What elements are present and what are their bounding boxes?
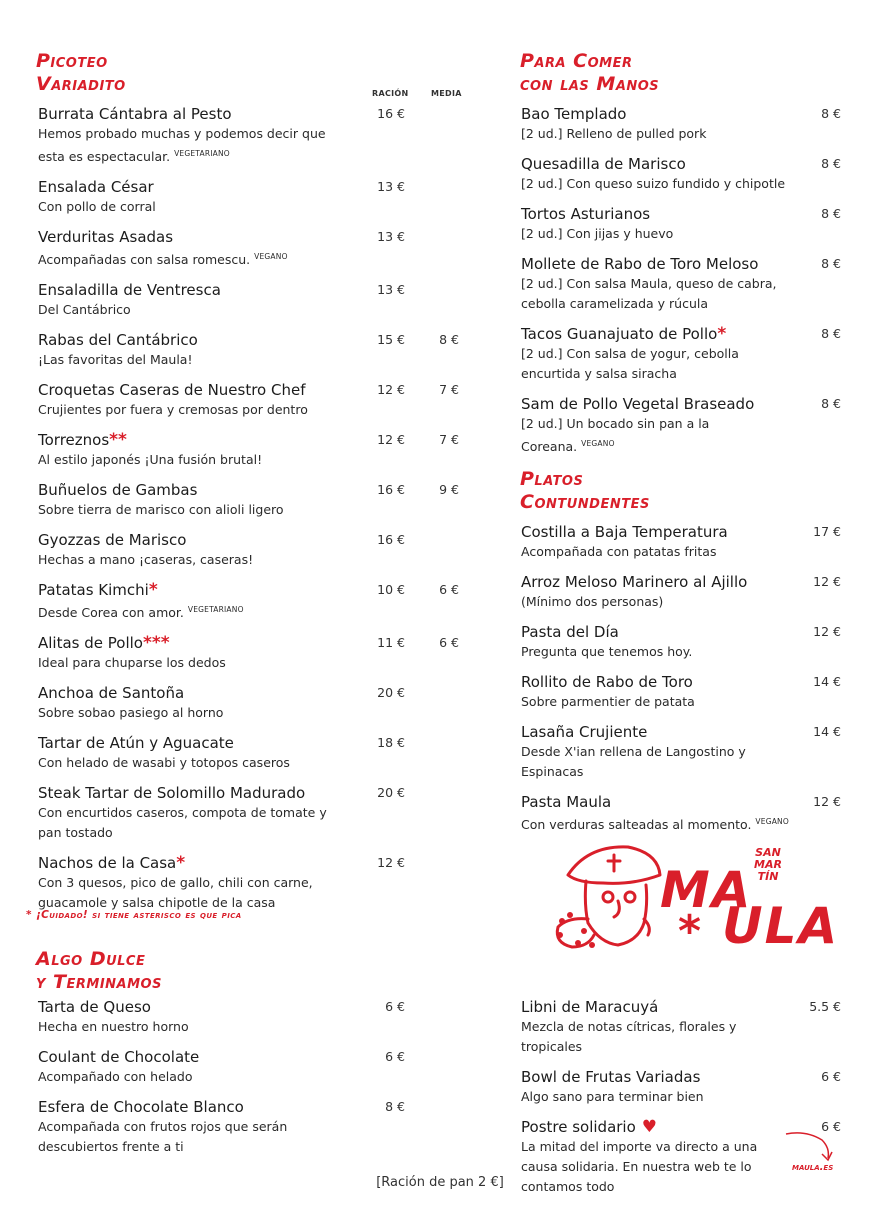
- menu-item: [521, 672, 841, 712]
- item-description-text: Acompañada con patatas fritas: [521, 544, 717, 559]
- diet-tag: VEGETARIANO: [174, 149, 230, 158]
- item-description-text: [2 ud.] Un bocado sin pan a la Coreana.: [521, 416, 710, 455]
- item-description-text: [2 ud.] Con jijas y huevo: [521, 226, 674, 241]
- title-line: Platos: [520, 468, 584, 490]
- item-description-text: [2 ud.] Con queso suizo fundido y chipotle: [521, 176, 786, 191]
- arrow-icon: [782, 1126, 842, 1166]
- menu-item: [521, 104, 841, 144]
- item-description: [521, 692, 811, 712]
- spicy-warning: * ¡Cuidado! si tiene asterisco es que pica: [26, 909, 242, 921]
- logo-tin: TÍN: [757, 870, 779, 883]
- item-description-text: Con pollo de corral: [38, 199, 156, 215]
- price-racion: 12 €: [377, 382, 405, 398]
- title-line: Para Comer: [520, 50, 633, 72]
- item-name: [38, 997, 408, 1017]
- title-line: Contundentes: [520, 491, 650, 513]
- menu-item: [38, 430, 468, 470]
- title-line: con las Manos: [520, 73, 660, 95]
- item-name-text: Steak Tartar de Solomillo Madurado: [38, 784, 306, 803]
- item-name-text: Coulant de Chocolate: [38, 1048, 200, 1066]
- item-name-text: Alitas de Pollo: [38, 634, 143, 653]
- diet-tag: VEGANO: [755, 817, 789, 826]
- item-description: [38, 197, 338, 217]
- item-description: [38, 1067, 308, 1087]
- menu-item: [38, 633, 468, 673]
- menu-item: [521, 572, 841, 612]
- col-header-media: MEDIA: [431, 89, 462, 98]
- logo-ma: MA: [660, 861, 753, 919]
- item-name-text: Sam de Pollo Vegetal Braseado: [521, 395, 755, 413]
- item-description-text: Con verduras salteadas al momento.: [521, 817, 752, 833]
- item-description: [521, 592, 811, 612]
- price-media: 8 €: [439, 332, 459, 348]
- item-description-text: Al estilo japonés ¡Una fusión brutal!: [38, 452, 263, 468]
- item-name-text: Quesadilla de Marisco: [521, 155, 686, 173]
- item-name-text: Lasaña Crujiente: [521, 723, 648, 741]
- item-name-text: Bowl de Frutas Variadas: [521, 1068, 701, 1086]
- item-price: 6 €: [385, 1049, 405, 1064]
- section-title-dulce: [36, 948, 162, 994]
- item-name-text: Pasta Maula: [521, 793, 612, 811]
- diet-tag: VEGANO: [581, 439, 615, 448]
- spicy-stars: *: [176, 853, 186, 874]
- item-description-text: Acompañada con frutos rojos que serán descubiertos frente a ti: [38, 1119, 288, 1154]
- spicy-stars: *: [717, 324, 727, 344]
- title-line: Algo Dulce: [36, 948, 146, 970]
- col-header-racion: RACIÓN: [372, 89, 409, 98]
- item-description-text: ¡Las favoritas del Maula!: [38, 352, 193, 368]
- menu-item: [521, 522, 841, 562]
- item-description-text: Acompañado con helado: [38, 1069, 193, 1084]
- item-name-text: Torreznos: [38, 431, 110, 450]
- item-description-text: Acompañadas con salsa romescu.: [38, 252, 251, 268]
- price-media: 7 €: [439, 382, 459, 398]
- section-title-manos: [520, 50, 659, 96]
- logo-ula: ULA: [722, 897, 840, 955]
- item-description-text: Con helado de wasabi y totopos caseros: [38, 755, 290, 771]
- menu-item: [38, 1047, 408, 1087]
- item-description: [38, 500, 338, 520]
- item-name-text: Anchoa de Santoña: [38, 684, 185, 703]
- item-name-text: Rollito de Rabo de Toro: [521, 673, 693, 691]
- item-description: [38, 400, 338, 420]
- item-price: 6 €: [385, 999, 405, 1014]
- item-description-text: Con encurtidos caseros, compota de tomate y pan tostado: [38, 805, 327, 841]
- title-line: y Terminamos: [36, 971, 162, 993]
- item-name-text: Rabas del Cantábrico: [38, 331, 198, 350]
- title-line: Variadito: [36, 73, 126, 95]
- item-description: [38, 247, 338, 270]
- price-racion: 13 €: [377, 229, 405, 245]
- diet-tag: VEGETARIANO: [187, 605, 244, 615]
- item-description-text: Hecha en nuestro horno: [38, 1019, 189, 1034]
- price-media: 9 €: [439, 482, 459, 498]
- logo-star: *: [678, 906, 702, 957]
- item-description-text: Sobre parmentier de patata: [521, 694, 695, 709]
- item-price: 14 €: [813, 724, 841, 739]
- item-description: [521, 812, 811, 835]
- manos-list: [521, 104, 841, 467]
- item-description: [38, 803, 338, 843]
- item-name-text: Pasta del Día: [521, 623, 619, 641]
- price-media: 6 €: [439, 582, 459, 598]
- price-racion: 20 €: [377, 685, 405, 701]
- item-description: [38, 653, 338, 673]
- menu-item: [521, 204, 841, 244]
- menu-item: [38, 997, 408, 1037]
- item-description-text: Pregunta que tenemos hoy.: [521, 644, 693, 659]
- item-name-text: Ensalada César: [38, 178, 154, 197]
- item-description-text: Hemos probado muchas y podemos decir que esta es espectacular.: [38, 126, 326, 165]
- item-name-text: Verduritas Asadas: [38, 228, 174, 247]
- item-price: 6 €: [821, 1069, 841, 1084]
- item-price: 8 €: [821, 256, 841, 271]
- item-name-text: Buñuelos de Gambas: [38, 481, 198, 500]
- price-racion: 15 €: [377, 332, 405, 348]
- item-description: [521, 174, 791, 194]
- price-racion: 16 €: [377, 482, 405, 498]
- price-racion: 11 €: [377, 635, 405, 651]
- heart-icon: ♥: [641, 1117, 658, 1137]
- menu-item: [38, 1097, 408, 1157]
- item-description: [521, 1087, 791, 1107]
- price-media: 7 €: [439, 432, 459, 448]
- item-description-text: Mezcla de notas cítricas, florales y tropicales: [521, 1019, 737, 1054]
- menu-item: [38, 177, 468, 217]
- item-name-text: Tacos Guanajuato de Pollo: [521, 325, 718, 343]
- item-name-text: Ensaladilla de Ventresca: [38, 281, 221, 300]
- menu-item: [521, 722, 841, 782]
- item-description-text: Del Cantábrico: [38, 302, 131, 318]
- item-description-text: Ideal para chuparse los dedos: [38, 655, 226, 671]
- item-description: [521, 274, 791, 314]
- item-price: 8 €: [821, 106, 841, 121]
- item-description-text: Con 3 quesos, pico de gallo, chili con carne, guacamole y salsa chipotle de la casa: [38, 875, 313, 911]
- item-description-text: Desde Corea con amor.: [38, 605, 184, 621]
- item-name-text: Mollete de Rabo de Toro Meloso: [521, 255, 759, 273]
- item-name: [38, 1047, 408, 1067]
- item-description: [521, 542, 811, 562]
- item-description-text: Hechas a mano ¡caseras, caseras!: [38, 552, 254, 568]
- item-description: [38, 753, 338, 773]
- item-description: [38, 300, 338, 320]
- item-description-text: Sobre sobao pasiego al horno: [38, 705, 224, 721]
- item-description-text: (Mínimo dos personas): [521, 594, 664, 609]
- item-name-text: Arroz Meloso Marinero al Ajillo: [521, 573, 748, 591]
- logo-mar: MAR: [754, 858, 782, 871]
- item-price: 12 €: [813, 794, 841, 809]
- item-description: [38, 350, 338, 370]
- item-description: [38, 550, 338, 570]
- item-name-text: Postre solidario: [521, 1118, 636, 1136]
- price-racion: 13 €: [377, 179, 405, 195]
- item-price: 8 €: [385, 1099, 405, 1114]
- item-price: 17 €: [813, 524, 841, 539]
- item-description-text: Sobre tierra de marisco con alioli ligero: [38, 502, 284, 518]
- item-name-text: Croquetas Caseras de Nuestro Chef: [38, 381, 306, 400]
- menu-item: [521, 394, 841, 457]
- price-racion: 13 €: [377, 282, 405, 298]
- item-name-text: Patatas Kimchi: [38, 581, 149, 600]
- menu-item: [521, 254, 841, 314]
- price-racion: 12 €: [377, 855, 405, 871]
- item-description-text: [2 ud.] Con salsa de yogur, cebolla encurtida y salsa siracha: [521, 346, 739, 381]
- diet-tag: VEGANO: [254, 252, 288, 262]
- item-price: 5.5 €: [809, 999, 841, 1014]
- title-line: Picoteo: [36, 50, 108, 72]
- bread-price-note: [Ración de pan 2 €]: [376, 1175, 504, 1190]
- item-description: [521, 124, 791, 144]
- item-name-text: Costilla a Baja Temperatura: [521, 523, 728, 541]
- item-description: [521, 224, 791, 244]
- maula-logo: [548, 835, 838, 965]
- item-name-text: Bao Templado: [521, 105, 627, 123]
- menu-item: [38, 227, 468, 270]
- item-name-text: Gyozzas de Marisco: [38, 531, 187, 550]
- item-description-text: Algo sano para terminar bien: [521, 1089, 704, 1104]
- item-description: [38, 703, 338, 723]
- price-racion: 16 €: [377, 106, 405, 121]
- item-name-text: Esfera de Chocolate Blanco: [38, 1098, 244, 1116]
- price-racion: 16 €: [377, 532, 405, 548]
- item-price: 6 €: [821, 1119, 841, 1134]
- price-racion: 18 €: [377, 735, 405, 751]
- item-description: [521, 344, 791, 384]
- website-link[interactable]: maula.es: [792, 1162, 834, 1173]
- spicy-stars: *: [148, 580, 158, 601]
- item-description: [38, 873, 338, 913]
- spicy-stars: ***: [142, 633, 170, 654]
- item-description: [38, 1117, 308, 1157]
- section-title-contundentes: [520, 468, 650, 514]
- item-price: 12 €: [813, 624, 841, 639]
- item-description: [38, 1017, 308, 1037]
- item-description: [521, 742, 811, 782]
- item-price: 8 €: [821, 206, 841, 221]
- menu-item: [521, 997, 841, 1057]
- item-name-text: Tartar de Atún y Aguacate: [38, 734, 234, 753]
- item-description: [38, 600, 338, 623]
- menu-item: [521, 792, 841, 835]
- contundentes-list: [521, 522, 841, 845]
- price-racion: 12 €: [377, 432, 405, 448]
- item-description-text: Crujientes por fuera y cremosas por dentro: [38, 402, 308, 418]
- picoteo-list: [38, 104, 468, 923]
- menu-item: [38, 580, 468, 623]
- menu-item: [38, 380, 468, 420]
- item-description: [521, 1017, 791, 1057]
- menu-item: [38, 530, 468, 570]
- item-price: 14 €: [813, 674, 841, 689]
- dulce-left-list: [38, 997, 408, 1167]
- item-description-text: [2 ud.] Relleno de pulled pork: [521, 126, 707, 141]
- item-name-text: Burrata Cántabra al Pesto: [38, 105, 232, 123]
- item-description: [521, 414, 791, 457]
- menu-item: [38, 330, 468, 370]
- section-title-picoteo: [36, 50, 126, 96]
- menu-item: [38, 280, 468, 320]
- spicy-stars: **: [109, 430, 127, 451]
- item-description: [521, 642, 811, 662]
- item-price: 8 €: [821, 326, 841, 341]
- item-name-text: Tarta de Queso: [38, 998, 151, 1016]
- price-media: 6 €: [439, 635, 459, 651]
- item-description: [38, 124, 338, 167]
- item-price: 8 €: [821, 156, 841, 171]
- item-name-text: Tortos Asturianos: [521, 205, 651, 223]
- item-price: 12 €: [813, 574, 841, 589]
- item-description: [38, 450, 338, 470]
- logo-san: SAN: [755, 846, 781, 859]
- item-price: 8 €: [821, 396, 841, 411]
- menu-item: [38, 480, 468, 520]
- price-racion: 20 €: [377, 785, 405, 801]
- price-racion: 10 €: [377, 582, 405, 598]
- menu-item: [521, 1067, 841, 1107]
- menu-item: [38, 683, 468, 723]
- menu-item: [38, 104, 468, 167]
- item-name-text: Nachos de la Casa: [38, 854, 177, 873]
- item-description-text: La mitad del importe va directo a una causa solidaria. En nuestra web te lo contamos todo: [521, 1139, 758, 1194]
- menu-item: [521, 324, 841, 384]
- item-name-text: Libni de Maracuyá: [521, 998, 659, 1016]
- item-name: [38, 1097, 408, 1117]
- menu-item: [38, 783, 468, 843]
- menu-item: [38, 733, 468, 773]
- menu-item: [521, 622, 841, 662]
- item-description-text: [2 ud.] Con salsa Maula, queso de cabra, cebolla caramelizada y rúcula: [521, 276, 777, 311]
- menu-item: [521, 154, 841, 194]
- menu-item: [38, 853, 468, 913]
- item-description-text: Desde X'ian rellena de Langostino y Espinacas: [521, 744, 746, 779]
